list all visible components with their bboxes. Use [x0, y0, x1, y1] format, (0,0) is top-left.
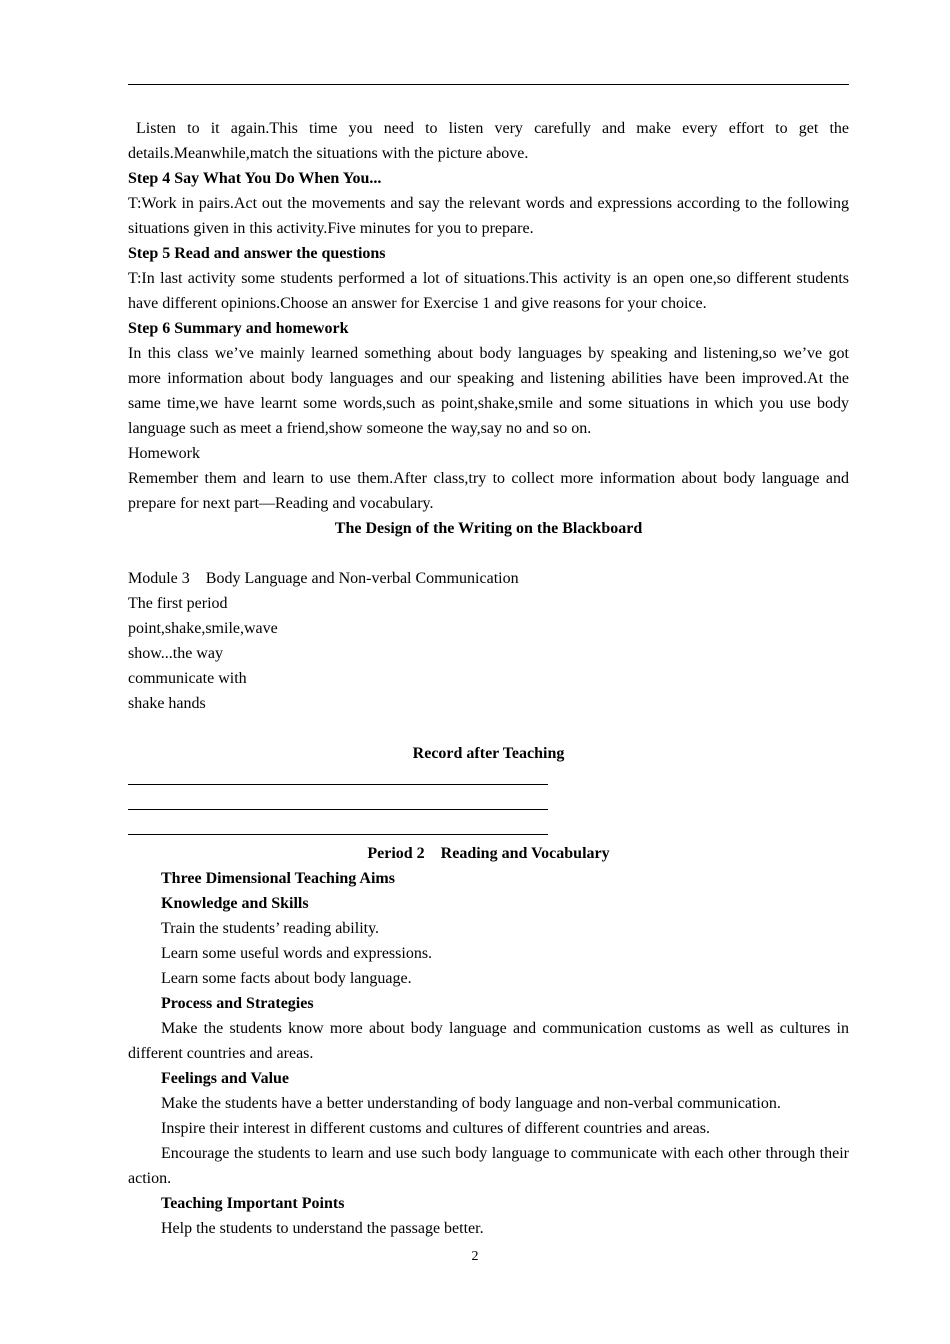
- blackboard-line: shake hands: [128, 695, 206, 712]
- record-blank-line: [128, 791, 548, 816]
- record-heading: Record after Teaching: [412, 745, 565, 762]
- period2-heading: Period 2 Reading and Vocabulary: [367, 845, 610, 862]
- blackboard-line: Module 3 Body Language and Non-verbal Communication: [128, 570, 519, 587]
- step4-heading: Step 4 Say What You Do When You...: [128, 170, 382, 187]
- record-blank-line: [128, 816, 548, 841]
- homework-paragraph: Remember them and learn to use them.After class,try to collect more information about body language and prepare for next part—Reading and vocabulary.: [128, 470, 849, 512]
- homework-label: Homework: [128, 445, 200, 462]
- page-number: 2: [471, 1249, 479, 1264]
- feelings-heading: Feelings and Value: [161, 1070, 290, 1087]
- feelings-item: Encourage the students to learn and use such body language to communicate with each other through their action.: [128, 1145, 849, 1187]
- knowledge-item: Train the students’ reading ability.: [161, 920, 380, 937]
- header-rule: [128, 84, 849, 85]
- blackboard-line: show...the way: [128, 645, 223, 662]
- step4-paragraph: T:Work in pairs.Act out the movements and say the relevant words and expressions according to the following situations given in this activity.Five minutes for you to prepare.: [128, 195, 849, 237]
- record-blank-line: [128, 766, 548, 791]
- spacer: [128, 541, 849, 566]
- knowledge-item: Learn some facts about body language.: [161, 970, 412, 987]
- page-content: [128, 116, 849, 1241]
- step6-heading: Step 6 Summary and homework: [128, 320, 349, 337]
- aims-heading: Three Dimensional Teaching Aims: [161, 870, 395, 887]
- blackboard-line: The first period: [128, 595, 228, 612]
- spacer: [128, 716, 849, 741]
- feelings-item: Inspire their interest in different customs and cultures of different countries and areas.: [161, 1120, 710, 1137]
- step6-paragraph: In this class we’ve mainly learned something about body languages by speaking and listening,so we’ve got more information about body languages and our speaking and listening abilities have been improved.At the same time,we have learnt some words,such as point,shake,smile and some situations in which you use body language such as meet a friend,show someone the way,say no and so on.: [128, 345, 849, 437]
- blackboard-line: point,shake,smile,wave: [128, 620, 278, 637]
- step5-heading: Step 5 Read and answer the questions: [128, 245, 386, 262]
- important-points-paragraph: Help the students to understand the passage better.: [161, 1220, 484, 1237]
- process-heading: Process and Strategies: [161, 995, 314, 1012]
- important-points-heading: Teaching Important Points: [161, 1195, 345, 1212]
- feelings-item: Make the students have a better understanding of body language and non-verbal communication.: [161, 1095, 781, 1112]
- blackboard-line: communicate with: [128, 670, 247, 687]
- intro-paragraph: Listen to it again.This time you need to listen very carefully and make every effort to get the details.Meanwhile,match the situations with the picture above.: [128, 120, 849, 162]
- knowledge-heading: Knowledge and Skills: [161, 895, 309, 912]
- step5-paragraph: T:In last activity some students performed a lot of situations.This activity is an open one,so different students have different opinions.Choose an answer for Exercise 1 and give reasons for your choice.: [128, 270, 849, 312]
- process-paragraph: Make the students know more about body language and communication customs as well as cultures in different countries and areas.: [128, 1020, 849, 1062]
- blackboard-heading: The Design of the Writing on the Blackboard: [334, 520, 643, 537]
- knowledge-item: Learn some useful words and expressions.: [161, 945, 433, 962]
